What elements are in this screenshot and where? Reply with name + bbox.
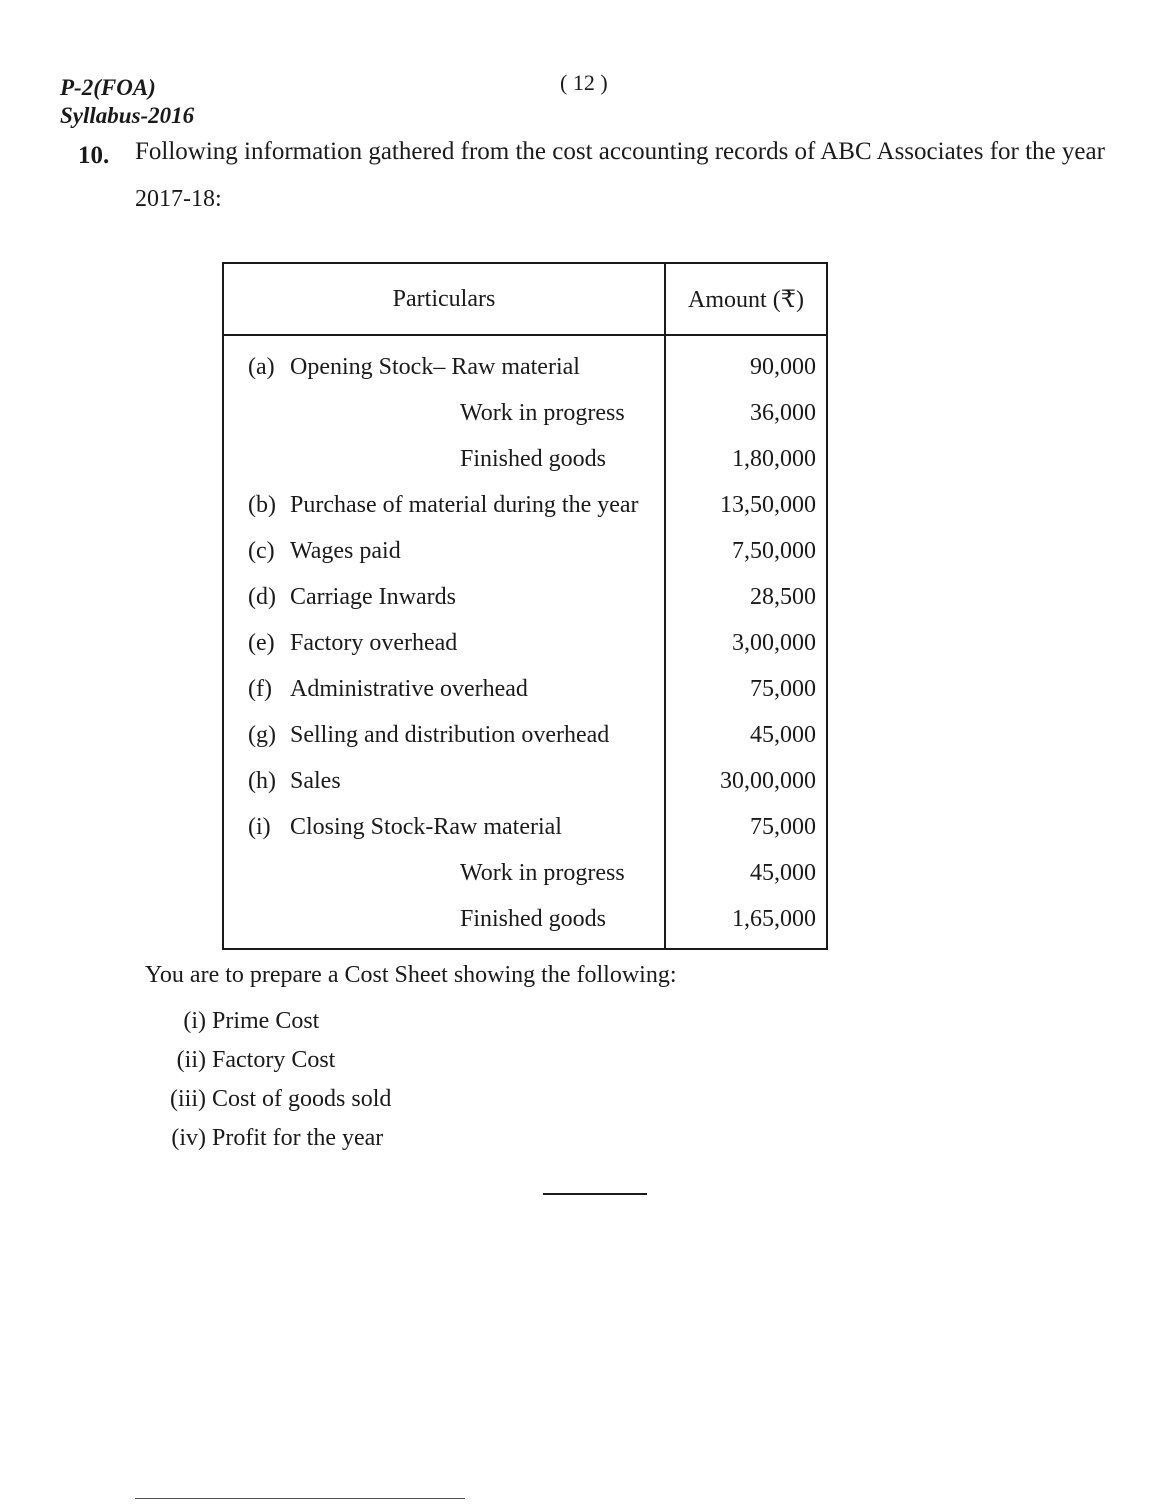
amount-cell: 75,000: [750, 675, 816, 702]
row-text: Selling and distribution overhead: [290, 721, 610, 748]
row-text: Purchase of material during the year: [290, 491, 639, 518]
row-text: Wages paid: [290, 537, 401, 564]
row-text: Work in progress: [460, 399, 625, 426]
paper-header: [60, 74, 194, 130]
row-text: Finished goods: [460, 445, 607, 472]
amount-cell: 45,000: [750, 859, 816, 886]
row-label: (c): [248, 537, 275, 564]
task-text: Factory Cost: [212, 1047, 336, 1073]
particular-cell: [223, 804, 665, 850]
amount-cell: 75,000: [750, 813, 816, 840]
table-row: [223, 528, 827, 574]
task-number: (iv): [171, 1125, 206, 1151]
particular-cell: [223, 574, 665, 620]
amount-cell: 30,00,000: [720, 767, 816, 794]
table-row: [223, 666, 827, 712]
particular-cell: [223, 482, 665, 528]
table-row: [223, 896, 827, 949]
task-text: Prime Cost: [212, 1008, 320, 1034]
row-text: Work in progress: [460, 859, 625, 886]
row-label: (f): [248, 675, 272, 702]
paper-code: P-2(FOA): [60, 75, 156, 100]
particulars-header: Particulars: [223, 263, 665, 335]
task-text: Cost of goods sold: [212, 1086, 392, 1112]
row-text: Sales: [290, 767, 341, 794]
row-text: Carriage Inwards: [290, 583, 456, 610]
particular-cell: [223, 712, 665, 758]
row-label: (g): [248, 721, 276, 748]
syllabus-label: Syllabus-2016: [60, 103, 195, 128]
particular-cell: [223, 758, 665, 804]
row-label: (a): [248, 353, 275, 380]
amount-cell: 90,000: [750, 353, 816, 380]
row-text: Administrative overhead: [290, 675, 528, 702]
row-label: (i): [248, 813, 271, 840]
particular-cell: [223, 666, 665, 712]
row-text: Factory overhead: [290, 629, 458, 656]
row-label: (e): [248, 629, 275, 656]
table-row: [223, 335, 827, 390]
cost-data-table: [222, 262, 828, 950]
table-row: [223, 574, 827, 620]
end-divider: [543, 1193, 647, 1195]
question-text: Following information gathered from the cost accounting records of ABC Associates for the year: [135, 138, 1105, 165]
task-number: (i): [183, 1008, 206, 1034]
amount-cell: 36,000: [750, 399, 816, 426]
row-text: Opening Stock– Raw material: [290, 353, 580, 380]
table-row: [223, 758, 827, 804]
amount-cell: 3,00,000: [732, 629, 816, 656]
row-text: Closing Stock-Raw material: [290, 813, 562, 840]
amount-cell: 45,000: [750, 721, 816, 748]
amount-cell: 28,500: [750, 583, 816, 610]
list-item: [150, 1080, 391, 1119]
particular-cell: [223, 528, 665, 574]
row-label: (b): [248, 491, 276, 518]
task-number: (iii): [170, 1086, 206, 1112]
amount-header: Amount (₹): [665, 263, 827, 335]
task-list: [150, 1002, 391, 1158]
amount-cell: 7,50,000: [732, 537, 816, 564]
row-label: (h): [248, 767, 276, 794]
table-row: [223, 620, 827, 666]
particular-cell: [223, 436, 665, 482]
amount-cell: 13,50,000: [720, 491, 816, 518]
table-row: [223, 390, 827, 436]
particular-cell: [223, 390, 665, 436]
table-row: [223, 850, 827, 896]
amount-cell: 1,65,000: [732, 905, 816, 932]
particular-cell: [223, 335, 665, 390]
particular-cell: [223, 850, 665, 896]
question-number: 10.: [78, 142, 110, 169]
table-row: [223, 436, 827, 482]
table-header-row: [223, 263, 827, 335]
question-year: 2017-18:: [135, 186, 222, 212]
list-item: [150, 1119, 391, 1158]
list-item: [150, 1041, 391, 1080]
table-row: [223, 482, 827, 528]
page-number: ( 12 ): [560, 70, 608, 95]
table-row: [223, 712, 827, 758]
task-text: Profit for the year: [212, 1125, 384, 1151]
bottom-divider: [135, 1498, 465, 1499]
particular-cell: [223, 896, 665, 949]
instruction-text: You are to prepare a Cost Sheet showing the following:: [145, 962, 677, 988]
particular-cell: [223, 620, 665, 666]
table-row: [223, 804, 827, 850]
task-number: (ii): [176, 1047, 206, 1073]
amount-cell: 1,80,000: [732, 445, 816, 472]
row-text: Finished goods: [460, 905, 607, 932]
row-label: (d): [248, 583, 276, 610]
list-item: [150, 1002, 391, 1041]
